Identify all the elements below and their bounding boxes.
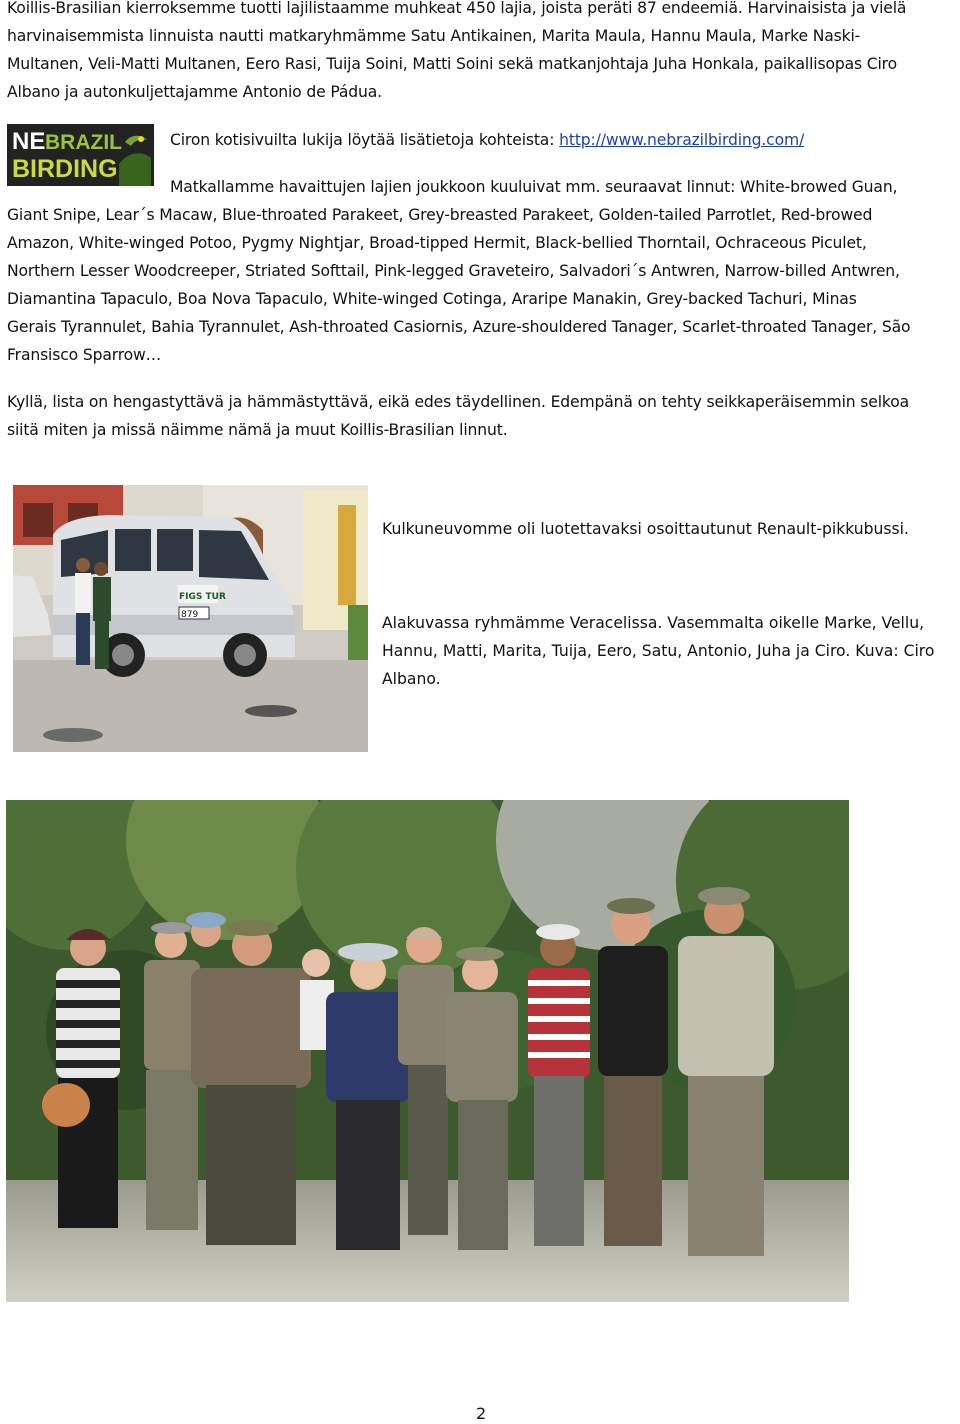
species-line-3: Amazon, White-winged Potoo, Pygmy Nightjar, Broad-tipped Hermit, Black-bellied Thorntail, Ochraceous Piculet, — [7, 234, 867, 252]
intro-line-2: harvinaisemmista linnuista nautti matkaryhmämme Satu Antikainen, Marita Maula, Hannu Maula, Marke Naski- — [7, 27, 861, 45]
species-line-1: Matkallamme havaittujen lajien joukkoon kuuluivat mm. seuraavat linnut: White-browed Guan, — [170, 178, 898, 196]
van-photo — [13, 485, 368, 752]
species-line-7: Fransisco Sparrow… — [7, 346, 162, 364]
closing-line-1: Kyllä, lista on hengastyttävä ja hämmästyttävä, eikä edes täydellinen. Edempänä on tehty seikkaperäisemmin selkoa — [7, 393, 910, 411]
group-caption-line-3: Albano. — [382, 670, 441, 688]
nebrazilbirding-link[interactable]: http://www.nebrazilbirding.com/ — [559, 131, 805, 149]
link-paragraph — [170, 130, 804, 150]
group-photo — [6, 800, 849, 1302]
species-line-2: Giant Snipe, Lear´s Macaw, Blue-throated Parakeet, Grey-breasted Parakeet, Golden-tailed Parrotlet, Red-browed — [7, 206, 873, 224]
logo-birding-text: BIRDING — [12, 155, 118, 183]
logo-brazil-text: BRAZIL — [45, 131, 122, 154]
group-caption-line-2: Hannu, Matti, Marita, Tuija, Eero, Satu, Antonio, Juha ja Ciro. Kuva: Ciro — [382, 642, 935, 660]
van-sticker-text: FIGS TUR — [179, 592, 226, 602]
species-line-6: Gerais Tyrannulet, Bahia Tyrannulet, Ash-throated Casiornis, Azure-shouldered Tanager, Scarlet-throated Tanager, São — [7, 318, 911, 336]
group-caption-line-1: Alakuvassa ryhmämme Veracelissa. Vasemmalta oikelle Marke, Vellu, — [382, 614, 925, 632]
logo-ne-text: NE — [12, 128, 46, 155]
nebrazil-birding-logo — [7, 124, 154, 186]
intro-line-3: Multanen, Veli-Matti Multanen, Eero Rasi, Tuija Soini, Matti Soini sekä matkanjohtaja Juha Honkala, paikallisopas Ciro — [7, 55, 897, 73]
species-line-5: Diamantina Tapaculo, Boa Nova Tapaculo, White-winged Cotinga, Araripe Manakin, Grey-backed Tachuri, Minas — [7, 290, 857, 308]
page-number: 2 — [476, 1404, 487, 1423]
intro-line-4: Albano ja autonkuljettajamme Antonio de Pádua. — [7, 83, 382, 101]
van-plate-text: 879 — [181, 610, 199, 620]
closing-line-2: siitä miten ja missä näimme nämä ja muut Koillis-Brasilian linnut. — [7, 421, 508, 439]
link-intro-text: Ciron kotisivuilta lukija löytää lisätietoja kohteista: — [170, 131, 560, 149]
species-line-4: Northern Lesser Woodcreeper, Striated Softtail, Pink-legged Graveteiro, Salvadori´s Antwren, Narrow-billed Antwren, — [7, 262, 900, 280]
intro-line-1: Koillis-Brasilian kierroksemme tuotti lajilistaamme muhkeat 450 lajia, joista peräti 87 endeemiä. Harvinaisista ja vielä — [7, 0, 907, 17]
van-caption: Kulkuneuvomme oli luotettavaksi osoittautunut Renault-pikkubussi. — [382, 520, 909, 538]
